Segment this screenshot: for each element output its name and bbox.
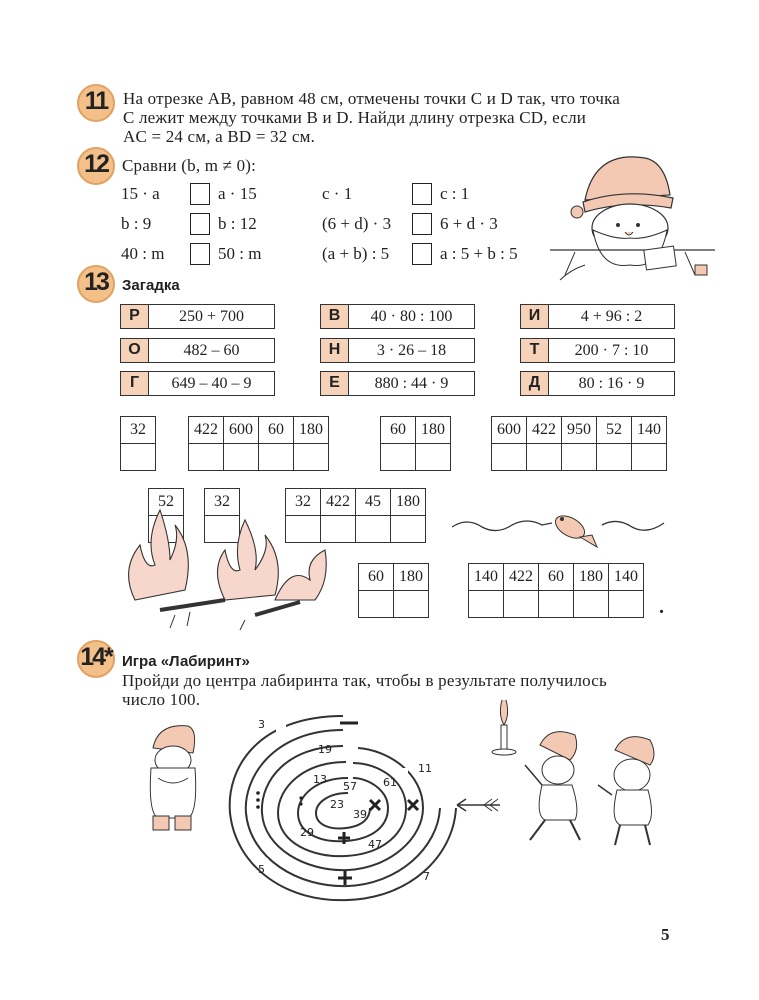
riddle-expression: 250 + 700 (178, 308, 245, 325)
task-11-line-1: На отрезке AB, равном 48 см, отмечены точки C и D так, что точка (123, 89, 621, 108)
grid-number: 422 (527, 417, 562, 444)
task-13-title: Загадка (122, 277, 180, 294)
riddle-card (320, 371, 475, 396)
grid-number: 950 (562, 417, 597, 444)
grid-number: 140 (469, 564, 504, 591)
riddle-expression: 482 – 60 (183, 342, 240, 359)
maze-number-label: 29 (300, 826, 314, 839)
riddle-expression: 649 – 40 – 9 (171, 375, 252, 392)
grid-number: 60 (359, 564, 394, 591)
task-14-badge (77, 640, 115, 678)
riddle-letter: Н (321, 339, 349, 362)
answer-grid (468, 563, 644, 618)
grid-number: 140 (609, 564, 644, 591)
maze-number-label: 61 (383, 776, 397, 789)
grid-answer-cell[interactable] (294, 444, 329, 471)
grid-number: 52 (597, 417, 632, 444)
compare-left-expr: 15 · a (121, 184, 160, 203)
grid-answer-cell[interactable] (539, 591, 574, 618)
riddle-expression: 3 · 26 – 18 (376, 342, 447, 359)
maze-number-label: 23 (330, 798, 344, 811)
compare-right-expr: b : 12 (218, 214, 257, 233)
grid-number: 600 (492, 417, 527, 444)
maze-number-label: 57 (343, 780, 357, 793)
compare-left-expr: c · 1 (322, 184, 353, 203)
riddle-letter: Г (121, 372, 149, 395)
grid-answer-cell[interactable] (416, 444, 451, 471)
grid-answer-cell[interactable] (504, 591, 539, 618)
riddle-expression: 200 · 7 : 10 (574, 342, 649, 359)
compare-box[interactable] (412, 243, 432, 265)
answer-grid (380, 416, 451, 471)
riddle-card (120, 338, 275, 363)
labyrinth-maze[interactable] (218, 708, 468, 908)
grid-number: 180 (391, 489, 426, 516)
answer-grid (120, 416, 156, 471)
compare-box[interactable] (412, 183, 432, 205)
task-14-line-1: Пройди до центра лабиринта так, чтобы в результате получилось (122, 671, 607, 690)
grid-number: 60 (539, 564, 574, 591)
grid-answer-cell[interactable] (189, 444, 224, 471)
task-14-line-2: число 100. (122, 690, 201, 709)
gnome-standing-illustration (133, 718, 213, 843)
maze-number-label: 39 (353, 808, 367, 821)
compare-left-expr: (6 + d) · 3 (322, 214, 392, 233)
compare-left-expr: 40 : m (121, 244, 165, 263)
riddle-card (520, 371, 675, 396)
maze-number-label: 5 (258, 863, 265, 876)
riddle-card (520, 304, 675, 329)
riddle-letter: Д (521, 372, 549, 395)
grid-number: 422 (189, 417, 224, 444)
grid-answer-cell[interactable] (632, 444, 667, 471)
compare-right-expr: 50 : m (218, 244, 262, 263)
riddle-expression: 80 : 16 · 9 (578, 375, 645, 392)
maze-number-label: 47 (368, 838, 382, 851)
compare-box[interactable] (412, 213, 432, 235)
grid-answer-cell[interactable] (609, 591, 644, 618)
grid-answer-cell[interactable] (597, 444, 632, 471)
answer-grid (491, 416, 667, 471)
riddle-expression: 40 · 80 : 100 (370, 308, 453, 325)
answer-grid (358, 563, 429, 618)
grid-number: 45 (356, 489, 391, 516)
answer-grid (188, 416, 329, 471)
grid-answer-cell[interactable] (381, 444, 416, 471)
fish-waves-illustration (452, 505, 667, 555)
grid-number: 32 (205, 489, 240, 516)
compare-right-expr: a : 5 + b : 5 (440, 244, 518, 263)
task-12-badge (77, 147, 115, 185)
maze-number-label: 13 (313, 773, 327, 786)
compare-right-expr: c : 1 (440, 184, 470, 203)
task-12-title: Сравни (b, m ≠ 0): (122, 156, 257, 175)
maze-number-label: 11 (418, 762, 432, 775)
riddle-letter: Т (521, 339, 549, 362)
gnomes-with-candle-illustration (480, 690, 680, 860)
riddle-expression: 4 + 96 : 2 (580, 308, 643, 325)
compare-box[interactable] (190, 243, 210, 265)
grid-number: 32 (121, 417, 156, 444)
grid-number: 180 (394, 564, 429, 591)
maze-number-label: 7 (423, 870, 430, 883)
grid-number: 60 (259, 417, 294, 444)
riddle-end-mark: . (659, 596, 664, 618)
grid-number: 180 (416, 417, 451, 444)
riddle-letter: Р (121, 305, 149, 328)
compare-left-expr: b : 9 (121, 214, 152, 233)
riddle-letter: В (321, 305, 349, 328)
grid-answer-cell[interactable] (562, 444, 597, 471)
maze-number-label: 19 (318, 743, 332, 756)
grid-number: 32 (286, 489, 321, 516)
task-11-line-3: AC = 24 см, а BD = 32 см. (123, 127, 316, 146)
grid-number: 180 (574, 564, 609, 591)
grid-answer-cell[interactable] (394, 591, 429, 618)
riddle-letter: О (121, 339, 149, 362)
grid-answer-cell[interactable] (492, 444, 527, 471)
compare-box[interactable] (190, 183, 210, 205)
riddle-card (320, 304, 475, 329)
compare-right-expr: a · 15 (218, 184, 257, 203)
compare-right-expr: 6 + d · 3 (440, 214, 498, 233)
task-14-title: Игра «Лабиринт» (122, 653, 250, 670)
task-14-number: 14* (80, 643, 112, 671)
grid-answer-cell[interactable] (224, 444, 259, 471)
task-11-number: 11 (84, 87, 108, 115)
riddle-expression: 880 : 44 · 9 (374, 375, 449, 392)
riddle-card (120, 304, 275, 329)
riddle-letter: И (521, 305, 549, 328)
grid-number: 422 (504, 564, 539, 591)
grid-number: 140 (632, 417, 667, 444)
grid-number: 600 (224, 417, 259, 444)
riddle-card (120, 371, 275, 396)
compare-box[interactable] (190, 213, 210, 235)
maze-number-label: 3 (258, 718, 265, 731)
grid-number: 180 (294, 417, 329, 444)
grid-answer-cell[interactable] (574, 591, 609, 618)
grid-answer-cell[interactable] (469, 591, 504, 618)
task-11-badge (77, 84, 115, 122)
grid-answer-cell[interactable] (527, 444, 562, 471)
riddle-letter: Е (321, 372, 349, 395)
grid-answer-cell[interactable] (121, 444, 156, 471)
page-number: 5 (661, 925, 670, 944)
gnome-writing-illustration (545, 140, 720, 285)
task-11-line-2: C лежит между точками B и D. Найди длину отрезка CD, если (123, 108, 587, 127)
grid-answer-cell[interactable] (359, 591, 394, 618)
grid-answer-cell[interactable] (356, 516, 391, 543)
task-11-text (123, 89, 683, 146)
compare-left-expr: (a + b) : 5 (322, 244, 390, 263)
grid-answer-cell[interactable] (259, 444, 294, 471)
grid-answer-cell[interactable] (391, 516, 426, 543)
riddle-card (520, 338, 675, 363)
grid-number: 422 (321, 489, 356, 516)
riddle-card (320, 338, 475, 363)
task-13-badge (77, 265, 115, 303)
task-12-number: 12 (84, 150, 108, 178)
task-13-number: 13 (84, 268, 108, 296)
grid-number: 60 (381, 417, 416, 444)
grid-number: 52 (149, 489, 184, 516)
burning-matches-illustration (115, 490, 335, 630)
